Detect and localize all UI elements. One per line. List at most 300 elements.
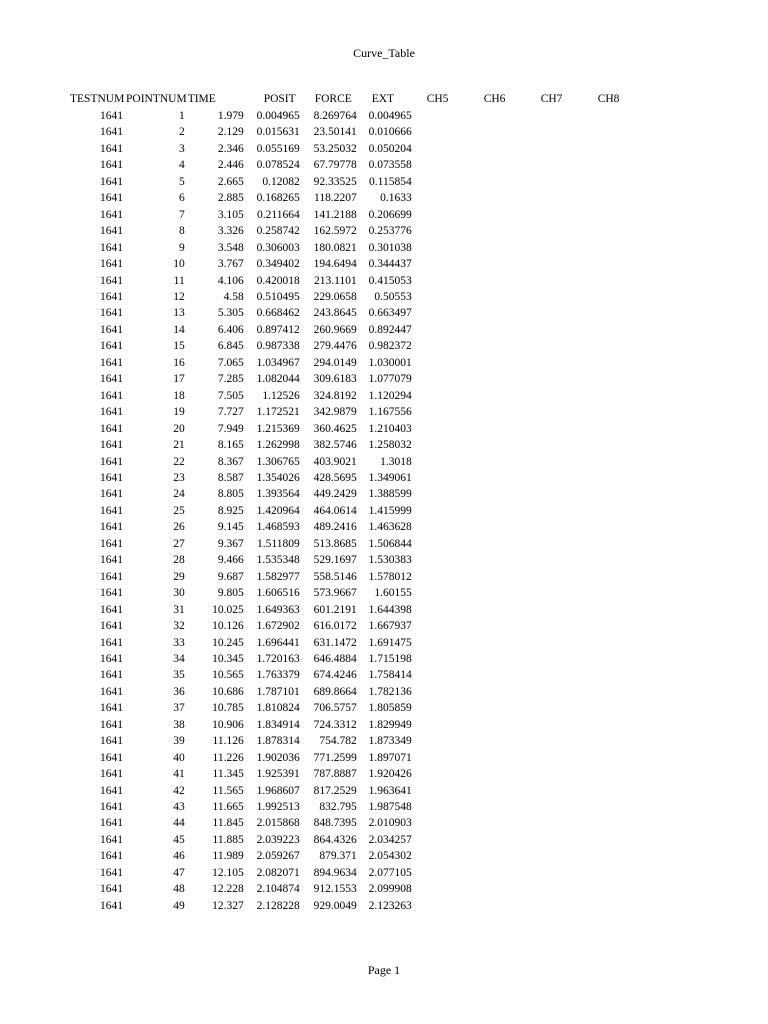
cell-time: 10.565 (212, 669, 244, 682)
cell-ch6 (470, 338, 527, 354)
cell-posit: 1.672902 (256, 620, 300, 633)
cell-posit: 1.354026 (256, 471, 300, 484)
cell-force: 243.8645 (313, 307, 357, 320)
cell-testnum: 1641 (100, 718, 123, 731)
cell-ch7 (527, 750, 584, 766)
cell-posit: 0.004965 (256, 110, 300, 122)
cell-force: 787.8887 (313, 768, 357, 781)
cell-ch8 (584, 667, 641, 683)
table-row (70, 585, 641, 601)
cell-testnum: 1641 (100, 537, 123, 550)
cell-time: 9.805 (217, 587, 244, 600)
cell-ch5 (413, 783, 470, 799)
cell-pointnum: 5 (178, 175, 185, 188)
table-row (70, 240, 641, 256)
cell-ext: 1.963641 (368, 784, 412, 797)
table-row (70, 848, 641, 864)
cell-testnum: 1641 (100, 290, 123, 303)
cell-force: 894.9634 (313, 866, 357, 879)
cell-force: 689.8664 (313, 685, 357, 698)
cell-ext: 2.010903 (368, 817, 412, 830)
cell-ext: 1.3018 (380, 455, 412, 468)
cell-ch7 (527, 766, 584, 782)
table-row (70, 700, 641, 716)
cell-pointnum: 12 (173, 290, 185, 303)
table-row (70, 733, 641, 749)
table-row (70, 569, 641, 585)
cell-posit: 2.039223 (256, 833, 300, 846)
cell-ch6 (470, 223, 527, 239)
cell-testnum: 1641 (100, 488, 123, 501)
cell-force: 279.4476 (313, 340, 357, 353)
cell-ch8 (584, 635, 641, 651)
cell-ch5 (413, 848, 470, 864)
cell-ch5 (413, 700, 470, 716)
cell-ext: 1.60155 (374, 587, 412, 600)
cell-pointnum: 28 (173, 554, 185, 567)
cell-ch7 (527, 651, 584, 667)
table-row (70, 190, 641, 206)
cell-ch6 (470, 635, 527, 651)
cell-ch7 (527, 585, 584, 601)
cell-ch7 (527, 503, 584, 519)
cell-ch5 (413, 355, 470, 371)
cell-ch8 (584, 437, 641, 453)
cell-posit: 2.059267 (256, 850, 300, 863)
table-row (70, 437, 641, 453)
cell-ch5 (413, 832, 470, 848)
cell-posit: 1.082044 (256, 373, 300, 386)
cell-testnum: 1641 (100, 159, 123, 172)
cell-time: 10.906 (212, 718, 244, 731)
table-row (70, 141, 641, 157)
cell-ext: 1.463628 (368, 521, 412, 534)
cell-ch7 (527, 799, 584, 815)
cell-force: 832.795 (319, 801, 357, 814)
cell-ch8 (584, 783, 641, 799)
cell-testnum: 1641 (100, 817, 123, 830)
cell-posit: 0.306003 (256, 241, 300, 254)
table-row (70, 223, 641, 239)
cell-ch6 (470, 404, 527, 420)
cell-posit: 0.349402 (256, 258, 300, 271)
cell-time: 4.106 (217, 274, 244, 287)
cell-ch7 (527, 355, 584, 371)
cell-ch8 (584, 815, 641, 831)
cell-pointnum: 4 (178, 159, 185, 172)
table-row (70, 322, 641, 338)
cell-testnum: 1641 (100, 307, 123, 320)
cell-ch6 (470, 881, 527, 897)
cell-ch6 (470, 651, 527, 667)
cell-ch8 (584, 519, 641, 535)
cell-ch5 (413, 486, 470, 502)
cell-ch5 (413, 421, 470, 437)
cell-ch5 (413, 503, 470, 519)
cell-ch7 (527, 898, 584, 914)
cell-force: 879.371 (319, 850, 357, 863)
cell-pointnum: 10 (173, 258, 185, 271)
cell-time: 4.58 (223, 290, 244, 303)
cell-ext: 1.167556 (368, 406, 412, 419)
cell-pointnum: 47 (173, 866, 185, 879)
cell-force: 771.2599 (313, 751, 357, 764)
table-row (70, 470, 641, 486)
cell-testnum: 1641 (100, 422, 123, 435)
cell-pointnum: 35 (173, 669, 185, 682)
cell-ext: 1.030001 (368, 356, 412, 369)
cell-pointnum: 2 (178, 126, 185, 139)
cell-ch8 (584, 157, 641, 173)
cell-ch5 (413, 289, 470, 305)
cell-ext: 1.782136 (368, 685, 412, 698)
cell-ch6 (470, 421, 527, 437)
cell-force: 646.4884 (313, 652, 357, 665)
cell-posit: 1.968607 (256, 784, 300, 797)
cell-posit: 0.055169 (256, 142, 300, 155)
cell-ch7 (527, 848, 584, 864)
cell-time: 11.345 (212, 768, 244, 781)
table-row (70, 717, 641, 733)
cell-ch7 (527, 141, 584, 157)
cell-ch5 (413, 157, 470, 173)
cell-ch5 (413, 881, 470, 897)
cell-time: 11.845 (212, 817, 244, 830)
cell-ch8 (584, 717, 641, 733)
cell-ch6 (470, 766, 527, 782)
cell-ch7 (527, 602, 584, 618)
table-row (70, 454, 641, 470)
cell-ch7 (527, 157, 584, 173)
cell-posit: 1.720163 (256, 652, 300, 665)
column-header-posit: POSIT (263, 93, 296, 105)
table-row (70, 750, 641, 766)
cell-testnum: 1641 (100, 406, 123, 419)
cell-posit: 0.12082 (262, 175, 300, 188)
cell-posit: 1.925391 (256, 768, 300, 781)
cell-pointnum: 13 (173, 307, 185, 320)
cell-ext: 0.1633 (380, 192, 412, 205)
cell-ch7 (527, 832, 584, 848)
cell-time: 6.845 (217, 340, 244, 353)
cell-time: 11.126 (212, 735, 244, 748)
cell-ext: 1.349061 (368, 471, 412, 484)
table-row (70, 635, 641, 651)
cell-time: 5.305 (217, 307, 244, 320)
cell-time: 12.105 (212, 866, 244, 879)
cell-time: 7.505 (217, 389, 244, 402)
cell-testnum: 1641 (100, 274, 123, 287)
cell-ch8 (584, 865, 641, 881)
cell-testnum: 1641 (100, 768, 123, 781)
cell-ch8 (584, 240, 641, 256)
cell-force: 213.1101 (314, 274, 357, 287)
cell-ch8 (584, 618, 641, 634)
cell-ch5 (413, 602, 470, 618)
cell-ch8 (584, 223, 641, 239)
cell-ch6 (470, 700, 527, 716)
cell-force: 848.7395 (313, 817, 357, 830)
cell-pointnum: 8 (178, 225, 185, 238)
cell-ext: 1.920426 (368, 768, 412, 781)
cell-time: 2.346 (217, 142, 244, 155)
cell-testnum: 1641 (100, 801, 123, 814)
cell-pointnum: 21 (173, 439, 185, 452)
cell-testnum: 1641 (100, 587, 123, 600)
cell-time: 2.129 (217, 126, 244, 139)
cell-ch7 (527, 569, 584, 585)
cell-pointnum: 38 (173, 718, 185, 731)
cell-ch6 (470, 799, 527, 815)
cell-pointnum: 40 (173, 751, 185, 764)
cell-ch6 (470, 305, 527, 321)
cell-pointnum: 43 (173, 801, 185, 814)
cell-time: 9.145 (217, 521, 244, 534)
cell-testnum: 1641 (100, 833, 123, 846)
cell-testnum: 1641 (100, 142, 123, 155)
table-body (70, 108, 641, 914)
cell-ch6 (470, 486, 527, 502)
cell-pointnum: 27 (173, 537, 185, 550)
cell-ch7 (527, 470, 584, 486)
cell-pointnum: 14 (173, 323, 185, 336)
cell-ch8 (584, 881, 641, 897)
table-row (70, 799, 641, 815)
cell-ext: 0.663497 (368, 307, 412, 320)
cell-pointnum: 26 (173, 521, 185, 534)
cell-time: 7.065 (217, 356, 244, 369)
cell-ch7 (527, 684, 584, 700)
cell-posit: 1.306765 (256, 455, 300, 468)
cell-posit: 0.668462 (256, 307, 300, 320)
cell-time: 11.226 (212, 751, 244, 764)
cell-force: 724.3312 (313, 718, 357, 731)
cell-force: 464.0614 (313, 504, 357, 517)
cell-posit: 2.082071 (256, 866, 300, 879)
cell-testnum: 1641 (100, 389, 123, 402)
cell-testnum: 1641 (100, 735, 123, 748)
cell-force: 229.0658 (313, 290, 357, 303)
cell-ch8 (584, 190, 641, 206)
cell-ch5 (413, 898, 470, 914)
cell-posit: 0.420018 (256, 274, 300, 287)
cell-testnum: 1641 (100, 208, 123, 221)
cell-posit: 0.168265 (256, 192, 300, 205)
table-row (70, 355, 641, 371)
cell-ch8 (584, 684, 641, 700)
cell-ch7 (527, 174, 584, 190)
cell-ext: 1.667937 (368, 620, 412, 633)
column-header-pointnum: POINTNUM (126, 93, 187, 105)
cell-force: 754.782 (319, 735, 357, 748)
cell-ext: 0.50553 (374, 290, 412, 303)
cell-ch5 (413, 865, 470, 881)
cell-force: 558.5146 (313, 570, 357, 583)
cell-pointnum: 24 (173, 488, 185, 501)
cell-ch7 (527, 717, 584, 733)
table-row (70, 503, 641, 519)
cell-ch8 (584, 750, 641, 766)
table-row (70, 124, 641, 140)
cell-time: 3.326 (217, 225, 244, 238)
table-row (70, 519, 641, 535)
cell-testnum: 1641 (100, 192, 123, 205)
table-row (70, 289, 641, 305)
cell-pointnum: 45 (173, 833, 185, 846)
cell-ext: 0.982372 (368, 340, 412, 353)
cell-pointnum: 32 (173, 620, 185, 633)
cell-time: 10.025 (212, 603, 244, 616)
cell-testnum: 1641 (100, 126, 123, 139)
cell-testnum: 1641 (100, 356, 123, 369)
cell-ext: 2.054302 (368, 850, 412, 863)
cell-ch8 (584, 322, 641, 338)
cell-posit: 1.582977 (256, 570, 300, 583)
cell-pointnum: 41 (173, 768, 185, 781)
cell-ch7 (527, 240, 584, 256)
cell-ch6 (470, 437, 527, 453)
table-row (70, 371, 641, 387)
cell-pointnum: 25 (173, 504, 185, 517)
cell-ch7 (527, 783, 584, 799)
cell-ch7 (527, 322, 584, 338)
cell-posit: 1.878314 (256, 735, 300, 748)
cell-time: 3.767 (217, 258, 244, 271)
cell-ch8 (584, 470, 641, 486)
table-row (70, 651, 641, 667)
cell-ext: 1.578012 (368, 570, 412, 583)
cell-posit: 1.992513 (256, 801, 300, 814)
cell-force: 817.2529 (313, 784, 357, 797)
cell-time: 6.406 (217, 323, 244, 336)
cell-testnum: 1641 (100, 636, 123, 649)
cell-ch7 (527, 108, 584, 124)
cell-posit: 0.211664 (257, 208, 300, 221)
cell-force: 260.9669 (313, 323, 357, 336)
cell-ch6 (470, 124, 527, 140)
cell-time: 3.105 (217, 208, 244, 221)
cell-ch5 (413, 256, 470, 272)
cell-pointnum: 34 (173, 652, 185, 665)
cell-posit: 1.810824 (256, 702, 300, 715)
cell-ch5 (413, 635, 470, 651)
cell-force: 141.2188 (313, 208, 357, 221)
cell-force: 912.1553 (313, 883, 357, 896)
cell-time: 9.466 (217, 554, 244, 567)
cell-ch7 (527, 273, 584, 289)
table-row (70, 486, 641, 502)
cell-time: 7.949 (217, 422, 244, 435)
cell-ch5 (413, 240, 470, 256)
cell-pointnum: 39 (173, 735, 185, 748)
cell-ch8 (584, 700, 641, 716)
cell-ext: 1.506844 (368, 537, 412, 550)
cell-ext: 0.050204 (368, 142, 412, 155)
cell-time: 8.925 (217, 504, 244, 517)
cell-ch6 (470, 832, 527, 848)
cell-pointnum: 46 (173, 850, 185, 863)
table-row (70, 552, 641, 568)
cell-posit: 2.015868 (256, 817, 300, 830)
cell-force: 180.0821 (313, 241, 357, 254)
cell-testnum: 1641 (100, 850, 123, 863)
cell-ch8 (584, 108, 641, 124)
cell-pointnum: 30 (173, 587, 185, 600)
table-row (70, 684, 641, 700)
cell-ch5 (413, 536, 470, 552)
cell-posit: 1.215369 (256, 422, 300, 435)
cell-posit: 0.510495 (256, 290, 300, 303)
cell-ch7 (527, 552, 584, 568)
cell-force: 601.2191 (313, 603, 357, 616)
cell-time: 10.126 (212, 620, 244, 633)
cell-posit: 1.696441 (256, 636, 300, 649)
cell-ext: 1.829949 (368, 718, 412, 731)
cell-testnum: 1641 (100, 899, 123, 912)
cell-ext: 0.415053 (368, 274, 412, 287)
cell-testnum: 1641 (100, 784, 123, 797)
cell-posit: 1.606516 (256, 587, 300, 600)
cell-ch5 (413, 585, 470, 601)
cell-ch6 (470, 815, 527, 831)
cell-time: 9.687 (217, 570, 244, 583)
cell-ch6 (470, 174, 527, 190)
table-row (70, 273, 641, 289)
cell-ext: 2.123263 (368, 899, 412, 912)
cell-posit: 0.897412 (256, 323, 300, 336)
cell-testnum: 1641 (100, 241, 123, 254)
cell-time: 8.805 (217, 488, 244, 501)
table-row (70, 898, 641, 914)
cell-ch6 (470, 355, 527, 371)
cell-ch5 (413, 305, 470, 321)
cell-ch6 (470, 865, 527, 881)
cell-testnum: 1641 (100, 652, 123, 665)
cell-pointnum: 44 (173, 817, 185, 830)
cell-ext: 1.120294 (368, 389, 412, 402)
cell-ch7 (527, 305, 584, 321)
cell-posit: 1.393564 (256, 488, 300, 501)
cell-posit: 0.015631 (256, 126, 300, 139)
cell-ch6 (470, 602, 527, 618)
cell-ch5 (413, 651, 470, 667)
cell-ch7 (527, 256, 584, 272)
cell-posit: 1.468593 (256, 521, 300, 534)
cell-ch5 (413, 174, 470, 190)
cell-force: 194.6494 (313, 258, 357, 271)
cell-time: 8.587 (217, 471, 244, 484)
cell-posit: 1.535348 (256, 554, 300, 567)
cell-ch6 (470, 322, 527, 338)
cell-time: 7.727 (217, 406, 244, 419)
cell-ch5 (413, 108, 470, 124)
cell-time: 1.979 (217, 110, 244, 122)
cell-posit: 1.787101 (256, 685, 300, 698)
cell-ext: 0.892447 (368, 323, 412, 336)
cell-pointnum: 20 (173, 422, 185, 435)
cell-time: 2.446 (217, 159, 244, 172)
cell-time: 11.885 (212, 833, 244, 846)
cell-time: 7.285 (217, 373, 244, 386)
cell-ch6 (470, 141, 527, 157)
cell-force: 118.2207 (314, 192, 357, 205)
cell-force: 324.8192 (313, 389, 357, 402)
cell-ch7 (527, 486, 584, 502)
cell-posit: 2.128228 (256, 899, 300, 912)
cell-ch8 (584, 207, 641, 223)
cell-ext: 1.210403 (368, 422, 412, 435)
cell-ch6 (470, 454, 527, 470)
